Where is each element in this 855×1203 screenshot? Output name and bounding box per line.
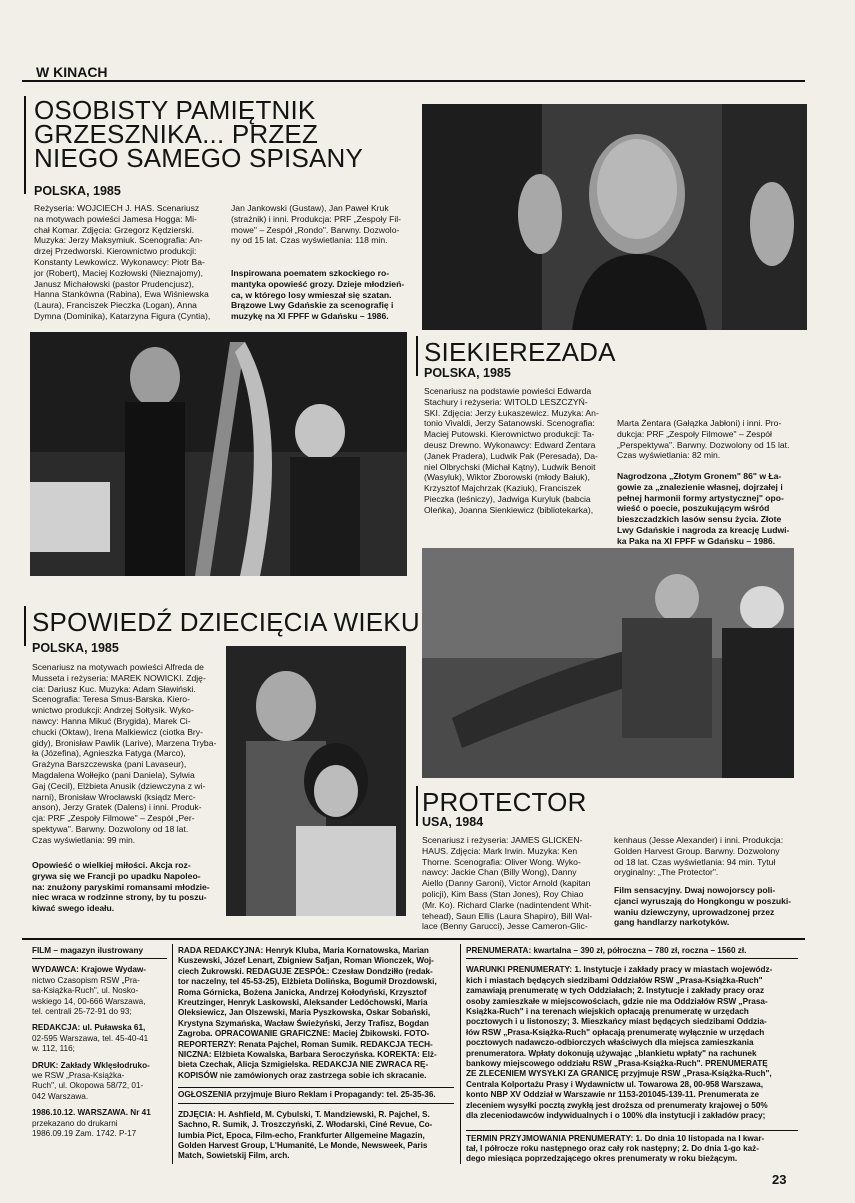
film2-country: POLSKA, 1985	[424, 366, 511, 380]
film2-credits-col2: Marta Żentara (Gałązka Jabłoni) i inni. Pro- dukcja: PRF „Zespoły Filmowe" – Zespół „Perspektywa". Barwny. Dozwolony od 15 lat. Czas wyświetlania: 82 min.	[617, 418, 790, 461]
footer-divider	[172, 944, 173, 1164]
film1-blurb: Inspirowana poematem szkockiego ro- mantyka opowieść grozy. Dzieje młodzień- ca, w którego losy wmieszał się szatan. Brązowe Lwy Gdańskie za scenografię i muzykę na XI FPFF w Gdańsku – 1986.	[231, 268, 405, 322]
title-bar	[24, 606, 26, 646]
film4-title: PROTECTOR	[422, 787, 587, 817]
film2-credits-col1: Scenariusz na podstawie powieści Edwarda Stachury i reżyseria: WITOLD LESZCZYŃ- SKI. Zdjęcia: Jerzy Łukaszewicz. Muzyka: An- tonio Vivaldi, Jerzy Satanowski. Scenografia: Maciej Putowski. Kierownictwo produkcji: Ta- deusz Drewno. Wykonawcy: Edward Żentara (Janek Pradera), Ludwik Pak (Peresada), Da- niel Olbrychski (Michał Kątny), Ludwik Benoit (Wasyluk), Wiktor Zborowski (młody Bałuk), Krzysztof Majchrzak (Kaziuk), Franciszek Pieczka (leśniczy), Jadwiga Kuryluk (babcia Oleńka), Joanna Sienkiewicz (bibliotekarka),	[424, 386, 599, 515]
photo-protector-fight	[422, 548, 794, 778]
film4-country: USA, 1984	[422, 815, 484, 829]
film3-credits: Scenariusz na motywach powieści Alfreda de Musseta i reżyseria: MAREK NOWICKI. Zdję- cia: Dariusz Kuc. Muzyka: Adam Sławiński. Scenografia: Teresa Smus-Barska. Kiero- wnictwo produkcji: Andrzej Sołtysik. Wyko- nawcy: Hanna Mikuć (Brygida), Marek Ci- chucki (Oktaw), Irena Malkiewicz (ciotka Bry- gidy), Bronisław Pawlik (Larive), Marzena Tryba- ła (Józefina), Agnieszka Fatyga (Marco), Grażyna Barszczewska (pani Lavaseur), Magdalena Wołłejko (pani Daniela), Sylwia Gaj (Cecil), Elżbieta Anusik (dziewczyna z wi- narni), Bronisław Wrocławski (ksiądz Merc- anson), Jerzy Gratek (Dalens) i inni. Produk- cja: PRF „Zespoły Filmowe" – Zespół „Per- spektywa". Barwny. Dozwolony od 18 lat. Czas wyświetlania: 99 min.	[32, 662, 217, 845]
film1-credits-col2: Jan Jankowski (Gustaw), Jan Paweł Kruk (strażnik) i inni. Produkcja: PRF „Zespoły Fil- mowe" – Zespół „Rondo". Barwny. Dozwolo- ny od 15 lat. Czas wyświetlania: 118 min.	[231, 203, 402, 246]
photo-harp-scene	[30, 332, 407, 576]
film2-blurb: Nagrodzona „Złotym Gronem" 86" w Ła- gowie za „znalezienie własnej, dojrzałej i pełnej harmonii formy artystycznej" opo- wieść o poecie, poszukującym wśród bieszczadzkich lasów sensu życia. Złote Lwy Gdańskie i nagroda za kreację Ludwi- ka Paka na XI FPFF w Gdańsku – 1986.	[617, 471, 790, 546]
footer-left: FILM – magazyn ilustrowany WYDAWCA: Krajowe Wydaw- nictwo Czasopism RSW „Pra- sa-Książka-Ruch", ul. Nosko- wskiego 14, 00-666 Warszawa, tel. centrali 25-72-91 do 93; REDAKCJA: ul. Puławska 61, 02-595 Warszawa, tel. 45-40-41 w. 112, 116; DRUK: Zakłady Wklęsłodruko- we RSW „Prasa-Książka- Ruch", ul. Okopowa 58/72, 01- 042 Warszawa. 1986.10.12. WARSZAWA. Nr 41 przekazano do drukarni 1986.09.19 Zam. 1742. P-17	[32, 946, 167, 1140]
film3-blurb: Opowieść o wielkiej miłości. Akcja roz- grywa się we Francji po upadku Napoleo- na: znużony paryskimi romansami młodzie- niec wraca w rodzinne strony, by tu poszu- kiwać swego ideału.	[32, 860, 210, 914]
page-number: 23	[772, 1172, 787, 1187]
film1-credits-col1: Reżyseria: WOJCIECH J. HAS. Scenariusz na motywach powieści Jamesa Hogga: Mi- chał Komar. Zdjęcia: Grzegorz Kędzierski. Muzyka: Jerzy Maksymiuk. Scenografia: An- drzej Przedworski. Kierownictwo produkcji: Konstanty Lewkowicz. Wykonawcy: Piotr Ba- jor (Robert), Maciej Kozłowski (Nieznajomy), Janusz Michałowski (pastor Prudencjusz), Hanna Stankówna (Rabina), Ewa Wiśniewska (Laura), Franciszek Pieczka (Logan), Anna Dymna (Dominika), Katarzyna Figura (Cyntia),	[34, 203, 211, 321]
footer-right: PRENUMERATA: kwartalna – 390 zł, półroczna – 780 zł, roczna – 1560 zł. WARUNKI PRENUMERATY: 1. Instytucje i zakłady pracy w miastach wojewódz- kich i miastach będących siedzibami Oddziałów RSW „Prasa-Książka-Ruch" zamawiają prenumeratę w tych Oddziałach; 2. Instytucje i zakłady pracy oraz osoby zamieszkałe w miejscowościach, gdzie nie ma Oddziałów RSW „Prasa- Książka-Ruch" i na terenach wiejskich opłacają prenumeratę w urzędach pocztowych i u listonoszy; 3. Mieszkańcy miast będących siedzibami Oddzia- łów RSW „Prasa-Książka-Ruch" opłacają prenumeratę wyłącznie w urzędach pocztowych nadawczo-odbiorczych właściwych dla miejsca zamieszkania prenumeratora. Wpłaty dokonują używając „blankietu wpłaty" na rachunek bankowy miejscowego oddziału RSW „Prasa-Książka-Ruch". PRENUMERATĘ ZE ZLECENIEM WYSYŁKI ZA GRANICĘ przyjmuje RSW „Prasa-Książka-Ruch", Centrala Kolportażu Prasy i Wydawnictw ul. Towarowa 28, 00-958 Warszawa, konto NBP XV Oddział w Warszawie nr 1153-201045-139-11. Prenumerata ze zleceniem wysyłki pocztą zwykłą jest droższa od prenumeraty krajowej o 50% dla zleceniodawców indywidualnych i o 100% dla instytucji i zakładów pracy; TERMIN PRZYJMOWANIA PRENUMERATY: 1. Do dnia 10 listopada na I kwar- tał, I półrocze roku następnego oraz cały rok następny; 2. Do dnia 1-go każ- dego miesiąca poprzedzającego okres prenumeraty w roku bieżącym.	[466, 946, 798, 1165]
film3-country: POLSKA, 1985	[32, 641, 119, 655]
photo-two-women	[226, 646, 406, 916]
film1-country: POLSKA, 1985	[34, 184, 121, 198]
title-bar	[24, 96, 26, 194]
film4-credits-col1: Scenariusz i reżyseria: JAMES GLICKEN- HAUS. Zdjęcia: Mark Irwin. Muzyka: Ken Thorne. Scenografia: Oliver Wong. Wyko- nawcy: Jackie Chan (Billy Wong), Danny Aiello (Danny Garoni), Victor Arnold (kapitan policji), Kim Bass (Stan Jones), Roy Chiao (Mr. Ko). Richard Clarke (nadintendent Whit- tehead), Saun Ellis (Laura Shapiro), Bill Wal- lace (Benny Garucci), Jesse Cameron-Glic-	[422, 835, 593, 932]
title-bar	[416, 786, 418, 826]
section-label: W KINACH	[36, 64, 108, 80]
film2-title: SIEKIEREZADA	[424, 337, 616, 367]
film4-blurb: Film sensacyjny. Dwaj nowojorscy poli- cjanci wyruszają do Hongkongu w poszuki- waniu dziewczyny, uprowadzonej przez gang handlarzy narkotyków.	[614, 885, 792, 928]
photo-portrait	[422, 104, 807, 330]
film4-credits-col2: kenhaus (Jesse Alexander) i inni. Produkcja: Golden Harvest Group. Barwny. Dozwolony od 18 lat. Czas wyświetlania: 94 min. Tytuł oryginalny: „The Protector".	[614, 835, 784, 878]
film3-title: SPOWIEDŹ DZIECIĘCIA WIEKU	[32, 607, 420, 637]
header-rule	[22, 80, 805, 82]
footer-middle: RADA REDAKCYJNA: Henryk Kluba, Maria Kornatowska, Marian Kuszewski, Józef Lenart, Zbigniew Safjan, Roman Wionczek, Woj- ciech Żukrowski. REDAGUJE ZESPÓŁ: Czesław Dondziłło (redak- tor naczelny, tel 45-53-25), Elżbieta Dolińska, Bogumił Drozdowski, Roma Górnicka, Bożena Janicka, Andrzej Kołodyński, Krzysztof Kreutzinger, Henryk Laskowski, Aleksander Ledóchowski, Maria Oleksiewicz, Jan Olszewski, Maria Pyszkowska, Oskar Sobański, Krystyna Szymańska, Wacław Świeżyński, Jerzy Trafisz, Bogdan Zagroba. OPRACOWANIE GRAFICZNE: Maciej Żbikowski. FOTO- REPORTERZY: Renata Pajchel, Roman Sumik. REDAKCJA TECH- NICZNA: Elżbieta Kowalska, Barbara Seroczyńska. KOREKTA: Elż- bieta Czechak, Alicja Szmigielska. REDAKCJA NIE ZWRACA RĘ- KOPISÓW nie zamówionych oraz zastrzega sobie ich skracanie. OGŁOSZENIA przyjmuje Biuro Reklam i Propagandy: tel. 25-35-36. ZDJĘCIA: H. Ashfield, M. Cybulski, T. Mandziewski, R. Pajchel, S. Sachno, R. Sumik, J. Troszczyński, Z. Włodarski, Ciné Revue, Co- lumbia Pict, Epoca, Film-echo, Frankfurter Allgemeine Magazin, Golden Harvest Group, L'Humanité, Le Monde, Newsweek, Paris Match, Sowietskij Film, arch.	[178, 946, 454, 1162]
film1-title: OSOBISTY PAMIĘTNIK GRZESZNIKA... PRZEZ NIEGO SAMEGO SPISANY	[34, 95, 364, 173]
title-bar	[416, 336, 418, 376]
footer-rule	[22, 938, 805, 940]
footer-divider	[460, 944, 461, 1164]
